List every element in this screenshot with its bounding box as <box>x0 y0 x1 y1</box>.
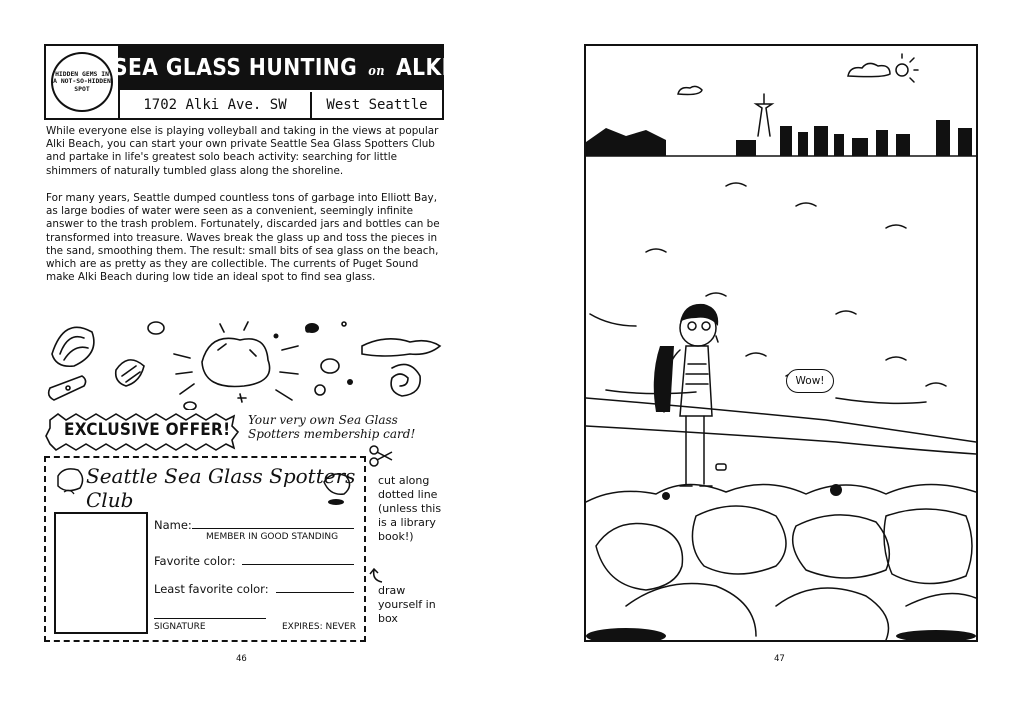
sun-icon <box>896 64 908 76</box>
exclusive-offer-label: EXCLUSIVE OFFER! <box>64 420 231 440</box>
badge-text: HIDDEN GEMS IN A NOT-SO-HIDDEN SPOT <box>51 52 113 112</box>
offer-subtitle: Your very own Sea Glass Spotters membership card! <box>248 413 416 441</box>
speech-bubble: Wow! <box>786 369 834 393</box>
club-title: Seattle Sea Glass Spotters Club <box>86 464 356 512</box>
least-favorite-color-label: Least favorite color: <box>154 582 269 596</box>
intro-paragraph: While everyone else is playing volleyball and taking in the views at popular Alki Beach, you can start your own private Seattle Sea Glass Spotters Club and partake in life's greatest solo beach activity: searching for little shimmers of naturally tumbled glass along the shoreline. <box>46 125 439 177</box>
glass-doodle-icon <box>52 462 92 498</box>
least-favorite-color-line[interactable] <box>276 592 354 593</box>
name-value: MEMBER IN GOOD STANDING <box>206 532 339 542</box>
address: 1702 Alki Ave. SW <box>120 92 312 118</box>
page-title <box>113 55 450 81</box>
pebble-icon <box>148 322 164 334</box>
title-part1: SEA GLASS HUNTING <box>112 55 357 81</box>
snail-shell-icon <box>391 364 420 396</box>
title-bar <box>112 46 450 90</box>
name-label: Name: <box>154 518 192 532</box>
draw-instruction: draw yourself in box <box>378 584 436 625</box>
cloud-icon <box>848 63 890 76</box>
favorite-color-line[interactable] <box>242 564 354 565</box>
favorite-color-label: Favorite color: <box>154 554 236 568</box>
star-icon <box>238 394 246 402</box>
sea-glass-illustration <box>44 310 444 410</box>
scallop-shell-icon <box>52 327 94 366</box>
sparkle-rays-icon <box>174 322 298 400</box>
title-part2: ALKI <box>395 55 450 81</box>
scissors-icon <box>368 444 396 468</box>
title-join: on <box>367 64 385 79</box>
right-page <box>512 0 1024 706</box>
beach-scene <box>586 46 976 640</box>
comic-panel <box>584 44 978 642</box>
page-header <box>44 44 450 120</box>
sea-glass-piece <box>716 464 726 470</box>
driftwood-icon <box>49 376 86 400</box>
name-line[interactable] <box>192 528 354 529</box>
signature-line[interactable] <box>154 618 266 619</box>
sea-glass-blob-icon <box>202 338 270 386</box>
space-needle-icon <box>756 94 772 136</box>
expires-label: EXPIRES: NEVER <box>282 622 356 632</box>
shell-doodle-icon <box>316 462 360 506</box>
kelp-icon <box>362 339 440 356</box>
signature-label: SIGNATURE <box>154 622 206 632</box>
photo-box[interactable] <box>54 512 148 634</box>
hidden-gems-badge <box>46 46 120 118</box>
membership-card <box>44 456 366 642</box>
neighborhood: West Seattle <box>326 97 428 113</box>
cut-instruction: cut along dotted line (unless this is a library book!) <box>378 474 442 543</box>
page-number-left: 46 <box>236 654 247 664</box>
arrow-icon <box>368 566 388 584</box>
rocks <box>586 484 976 502</box>
history-paragraph: For many years, Seattle dumped countless tons of garbage into Elliott Bay, as large bodies of water were seen as a convenient, seemingly infinite answer to the trash problem. Fortunately, discarded jars and bottles can be transformed into treasure. Waves break the glass up and toss the pieces in the sand, smoothing them. The result: small bits of sea glass on the beach, which are as pretty as they are collectible. The currents of Puget Sound make Alki Beach during low tide an ideal spot to find sea glass. <box>46 192 440 284</box>
page-number-right: 47 <box>774 654 785 664</box>
